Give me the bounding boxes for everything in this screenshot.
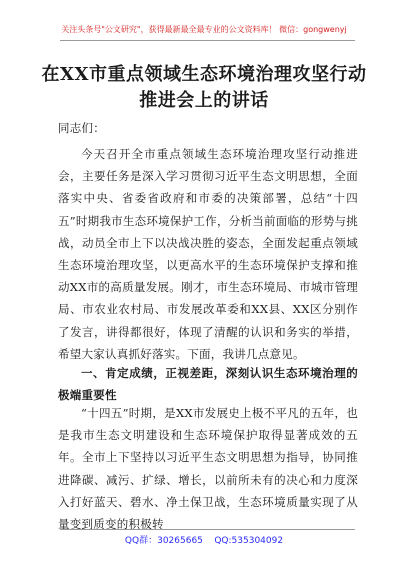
- document-title-line-1: 在XX市重点领域生态环境治理攻坚行动: [41, 64, 367, 85]
- footer-divider: [60, 529, 355, 530]
- body-paragraph-1: 今天召开全市重点领域生态环境治理攻坚行动推进会，主要任务是深入学习贯彻习近平生态文明思想，全面落实中央、省委省政府和市委的决策部署，总结“十四五”时期我市生态环境保护工作，分析当前面临的形势与挑战，动员全市上下以决战决胜的姿态，全面发起重点领域生态环境治理攻坚，以更高水平的生态环境保护支撑和推动XX市的高质量发展。刚才，市生态环境局、市城市管理局、市农业农村局、市发展改革委和XX县、XX区分别作了发言，讲得都很好，体现了清醒的认识和务实的举措，希望大家认真抓好落实。下面，我讲几点意见。: [58, 147, 358, 361]
- header-banner: 关注头条号"公文研究"，获得最新最全最专业的公文资料库！ 微信：gongwenyj: [61, 25, 347, 34]
- body-paragraph-2: “十四五”时期，是XX市发展史上极不平凡的五年，也是我市生态文明建设和生态环境保护取得显著成效的五年。全市上下坚持以习近平生态文明思想为指导，协同推进降碳、减污、扩绿、增长，以前所未有的决心和力度深入打好蓝天、碧水、净土保卫战，生态环境质量实现了从量变到质变的积极转: [58, 406, 358, 532]
- header-divider: [60, 40, 355, 41]
- footer-contact: QQ群：30265665 QQ:535304092: [124, 536, 284, 546]
- document-title-line-2: 推进会上的讲话: [139, 90, 269, 111]
- salutation: 同志们：: [58, 121, 105, 135]
- section-heading-1: 一、肯定成绩，正视差距，深刻认识生态环境治理的极端重要性: [58, 366, 358, 403]
